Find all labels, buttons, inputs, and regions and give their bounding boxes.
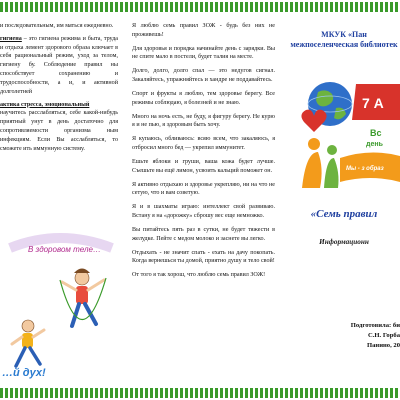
hygiene-paragraph — [0, 35, 118, 97]
top-decorative-border — [0, 2, 400, 12]
illustration-caption: В здоровом теле… — [28, 245, 101, 254]
rule-paragraph: Я и в шахматы играю: интеллект свой развиваю. Встану я на «дорожку» сброшу вес еще немножко. — [132, 204, 275, 220]
stress-text: научитесь расслабляться, себе какой-нибудь приятный унут в день достаточно для сопротивляемости организма ным инфекциям. Если Вы асслабляться, то сможете ить иммунную систему. — [0, 110, 118, 152]
rule-paragraph: Для здоровья и порядка начинайте день с зарядки. Вы не спите мало в постели, будет талия на месте. — [132, 45, 275, 61]
rule-paragraph: Долго, долго, долго спал — это недугов сигнал. Закаляйтесь, упражняйтесь и хандре не поддавайтесь. — [132, 68, 275, 84]
illustration-caption-2: …й дух! — [2, 367, 46, 379]
prepared-line1: Подготовила: би — [350, 322, 400, 329]
stress-heading: актика стресса, эмоциональный — [0, 101, 90, 108]
rule-paragraph: Отдыхать - не значит спать - ехать на дачу покопать. Когда вернешься ты домой, приятно душу и тело свой! — [132, 249, 275, 265]
rule-paragraph: Спорт и фрукты я люблю, тем здоровье берегу. Все режимы соблюдаю, я болезней и не знаю. — [132, 90, 275, 106]
hygiene-text: – это гигиена режима и быта, труда и отдыха лемент здорового образа ключает в себя рациональный режим, уход за телом, гигиену бу. Соблюдение правил ны способствует сохранению и трудоспособности, а и, и активной долголетней — [0, 35, 118, 95]
brochure-subtitle: Информационн — [319, 238, 369, 246]
rule-paragraph: Вы питайтесь пять раз в сутки, не будет тяжести в желудке. Пейте с медом молоко и заснете вы легко. — [132, 226, 275, 242]
rule-paragraph: Много на ночь есть, не буду, я фигуру берегу. Не курю я и не пью, я здоровым быть хочу. — [132, 113, 275, 129]
hygiene-heading: гигиена — [0, 35, 22, 42]
orange-banner — [340, 152, 400, 182]
prepared-line3: Панино, 20 — [366, 342, 400, 350]
rule-paragraph: Я активно отдыхаю и здоровье укрепляю, ни на что не сетую, что и вам советую. — [132, 181, 275, 197]
organization-name: МКУК «Пан межпоселенческая библиотек — [290, 30, 398, 49]
healthy-body-illustration — [0, 230, 118, 380]
badge-line2: день — [366, 141, 383, 148]
rule-paragraph: Я купаюсь, обливаюсь: всяю всем, что закаляюсь, я отбросил много бед — укрепил иммунитет. — [132, 136, 275, 152]
prepared-line2: С.Н. Горба — [367, 332, 400, 340]
rule-paragraph: От того я так хорош, что люблю семь правил ЗОЖ! — [132, 272, 266, 279]
prepared-by-block — [288, 321, 400, 352]
running-kid-figure — [12, 320, 44, 366]
badge-line1: Вс — [370, 128, 382, 138]
red-badge — [352, 84, 400, 120]
people-figures — [302, 138, 339, 188]
rule-paragraph: Ешьте яблоки и груши, ваша кожа будет лучше. Съешьте вы ещё лимон, усвоить кальций поможет он. — [132, 158, 275, 174]
intro-fragment: и последовательным, им маться ежедневно. — [0, 23, 114, 29]
stress-paragraph — [0, 101, 118, 154]
banner-text: Мы - з образ — [346, 166, 384, 172]
jumping-kid-figure — [60, 269, 106, 327]
badge-number: 7 А — [362, 95, 384, 111]
world-health-day-emblem — [296, 78, 400, 188]
bottom-decorative-border — [0, 388, 400, 398]
middle-column — [132, 22, 275, 378]
brochure-title: «Семь правил — [310, 208, 378, 220]
rule-paragraph: Я люблю семь правил ЗОЖ - будь без них не проживешь! — [132, 23, 275, 38]
